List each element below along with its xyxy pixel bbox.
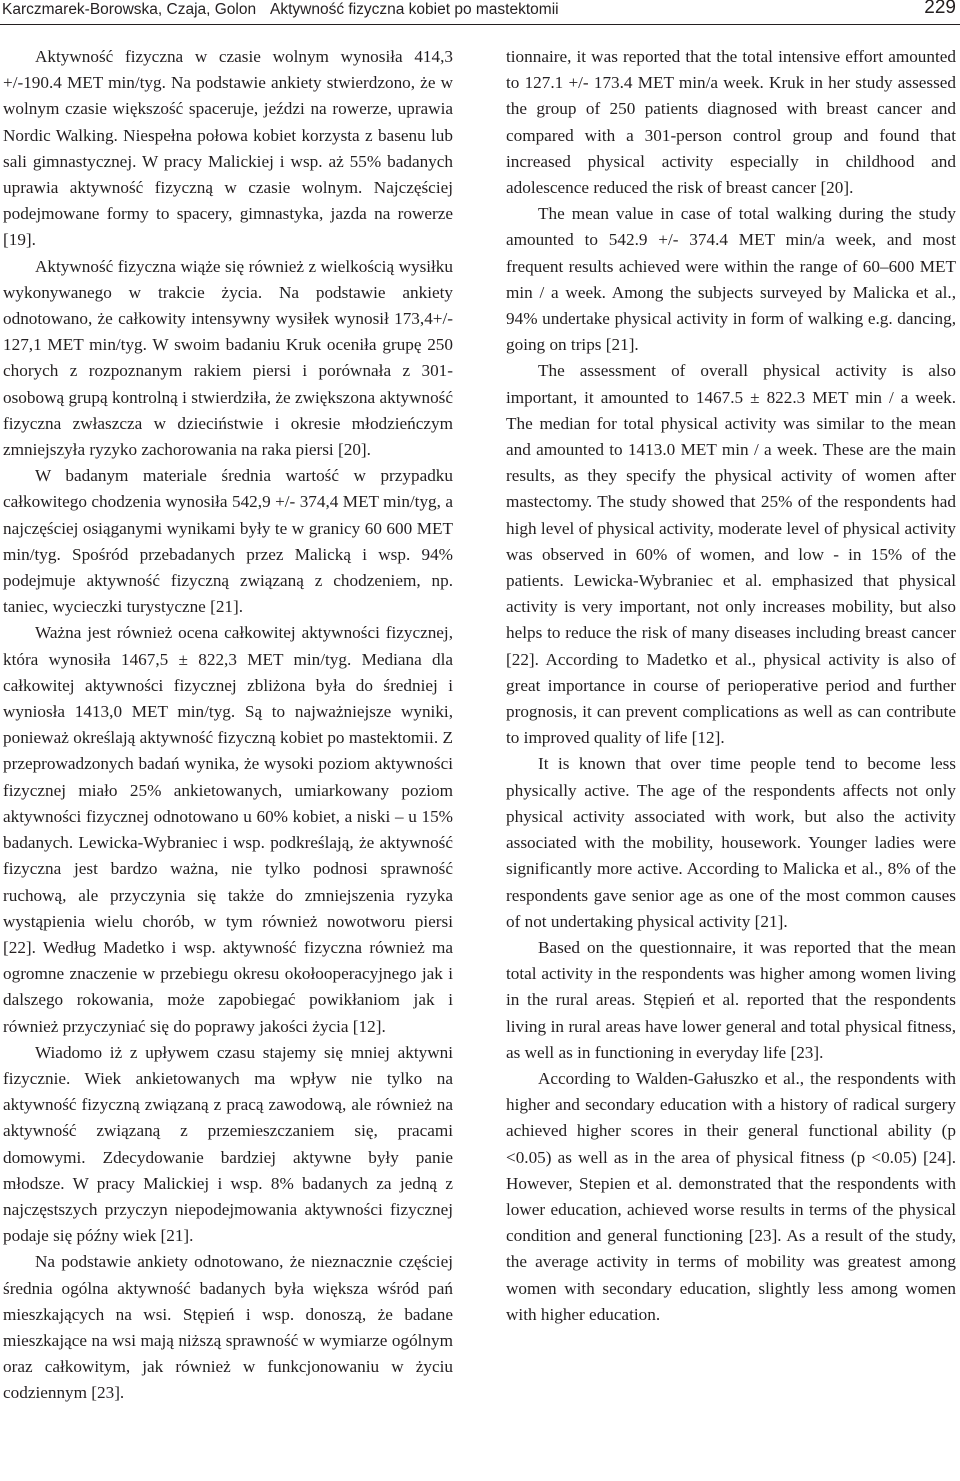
paragraph: Na podstawie ankiety odnotowano, że nieznacznie częściej średnia ogólna aktywność badanych była większa wśród pań mieszkających na wsi. Stępień i wsp. donoszą, że badane mieszkające na wsi mają niższą sprawność w wymiarze ogólnym oraz całkowitym, jak również w funkcjonowaniu w życiu codziennym [23]. xyxy=(3,1252,453,1403)
paragraph: Aktywność fizyczna w czasie wolnym wynosiła 414,3 +/-190.4 MET min/tyg. Na podstawie ankiety stwierdzono, że w wolnym czasie większość spaceruje, jeździ na rowerze, uprawia Nordic Walking. Niespełna połowa kobiet korzysta z basenu lub sali gimnastycznej. W pracy Malickiej i wsp. aż 55% badanych uprawia aktywność fizyczną w czasie wolnym. Najczęściej podejmowane formy to spacery, gimnastyka, jazda na rowerze [19]. xyxy=(3,47,453,250)
paragraph: Based on the questionnaire, it was reported that the mean total activity in the respondents was higher among women living in the rural areas. Stępień et al. reported that the respondents living in rural areas have lower general and total physical fitness, as well as in functioning in everyday life [23]. xyxy=(506,937,956,1062)
paragraph: According to Walden-Gałuszko et al., the respondents with higher and secondary education with a history of radical surgery achieved higher scores in their general functional ability (p <0.05) as well as in the area of physical fitness (p <0.05) [24]. However, Stepien et al. demonstrated that the respondents with lower education, achieved worse results in terms of the physical condition and general functioning [23]. As a result of the study, the average activity in terms of mobility was greatest among women with secondary education, slightly less among women with higher education. xyxy=(506,1068,956,1324)
paragraph: W badanym materiale średnia wartość w przypadku całkowitego chodzenia wynosiła 542,9 +/- 374,4 MET min/tyg, a najczęściej osiąganymi wynikami były te w granicy 60 600 MET min/tyg. Spośród przebadanych przez Malicką i wsp. 94% podejmuje aktywność fizyczną związaną z chodzeniem, np. taniec, wycieczki turystyczne [21]. xyxy=(3,466,453,617)
paragraph: Wiadomo iż z upływem czasu stajemy się mniej aktywni fizycznie. Wiek ankietowanych ma wpływ nie tylko na aktywność fizyczną związaną z pracą zawodową, ale również na aktywność związaną z przemieszczaniem się, pracami domowymi. Zdecydowanie bardziej aktywne były panie młodsze. W pracy Malickiej i wsp. 8% badanych za jedną z najczęstszych przyczyn niepodejmowania aktywności fizycznej podaje się późny wiek [21]. xyxy=(3,1042,453,1246)
header-authors: Karczmarek-Borowska, Czaja, Golon xyxy=(2,1,257,18)
paragraph: Ważna jest również ocena całkowitej aktywności fizycznej, która wynosiła 1467,5 ± 822,3 MET min/tyg. Mediana dla całkowitej aktywności fizycznej zbliżona była do średniej i wyniosła 1413,0 MET min/tyg. Są to najważniejsze wyniki, ponieważ określają aktywność fizyczną kobiet po mastektomii. Z przeprowadzonych badań wynika, że wysoki poziom aktywności fizycznej miało 25% ankietowanych, umiarkowany poziom aktywności fizycznej odnotowano u 60% kobiet, a niski – u 15% badanych. Lewicka-Wybraniec i wsp. podkreślają, że aktywność fizyczna jest bardzo ważna, nie tylko podnosi sprawność ruchową, ale przyczynia się także do zmniejszenia ryzyka wystąpienia wielu chorób, w tym również nowotworu piersi [22]. Według Madetko i wsp. aktywność fizyczna również ma ogromne znaczenie w przebiegu okresu okołooperacyjnego jak i dalszego rokowania, może zapobiegać powikłaniom jak i również przyczyniać się do poprawy jakości życia [12]. xyxy=(3,623,453,1036)
header-running-title: Aktywność fizyczna kobiet po mastektomii xyxy=(270,1,559,18)
running-header xyxy=(0,0,960,24)
paragraph-continued: tionnaire, it was reported that the total intensive effort amounted to 127.1 +/- 173.4 MET min/a week. Kruk in her study assessed the group of 250 patients diagnosed with breast cancer and compared with a 301-person control group and found that increased physical activity especially in childhood and adolescence reduced the risk of breast cancer [20]. xyxy=(506,47,956,198)
paragraph: Aktywność fizyczna wiąże się również z wielkością wysiłku wykonywanego w trakcie życia. Na podstawie ankiety odnotowano, że całkowity intensywny wysiłek wynosił 173,4+/- 127,1 MET min/tyg. W swoim badaniu Kruk oceniła grupę 250 chorych z rozpoznanym rakiem piersi i porównała z 301-osobową grupą kontrolną i stwierdziła, że zwiększona aktywność fizyczna zwłaszcza w dzieciństwie i okresie młodzieńczym zmniejszyła ryzyko zachorowania na raka piersi [20]. xyxy=(3,256,453,460)
page-number: 229 xyxy=(924,0,956,18)
header-divider xyxy=(0,24,960,25)
paragraph: It is known that over time people tend to become less physically active. The age of the respondents affects not only physical activity associated with work, but also the activity associated with the mobility, housework. Younger ladies were significantly more active. According to Malicka et al., 8% of the respondents gave senior age as one of the most common causes of not undertaking physical activity [21]. xyxy=(506,754,956,931)
right-column-english-text xyxy=(506,44,956,1328)
paragraph: The mean value in case of total walking during the study amounted to 542.9 +/- 374.4 MET min/a week, and most frequent results achieved were within the range of 60–600 MET min / a week. Among the subjects surveyed by Malicka et al., 94% undertake physical activity in form of walking e.g. dancing, going on trips [21]. xyxy=(506,204,956,355)
paragraph: The assessment of overall physical activity is also important, it amounted to 1467.5 ± 822.3 MET min / a week. The median for total physical activity was similar to the mean and amounted to 1413.0 MET min / a week. These are the main results, as they specify the physical activity of women after mastectomy. The study showed that 25% of the respondents had high level of physical activity, moderate level of physical activity was observed in 60% of women, and low - in 15% of the patients. Lewicka-Wybraniec et al. emphasized that physical activity is very important, not only increases mobility, but also helps to reduce the risk of many diseases including breast cancer [22]. According to Madetko et al., physical activity is also of great importance in course of perioperative period and further prognosis, it can prevent complications as well as can contribute to improved quality of life [12]. xyxy=(506,361,956,748)
left-column-polish-text xyxy=(3,44,453,1407)
